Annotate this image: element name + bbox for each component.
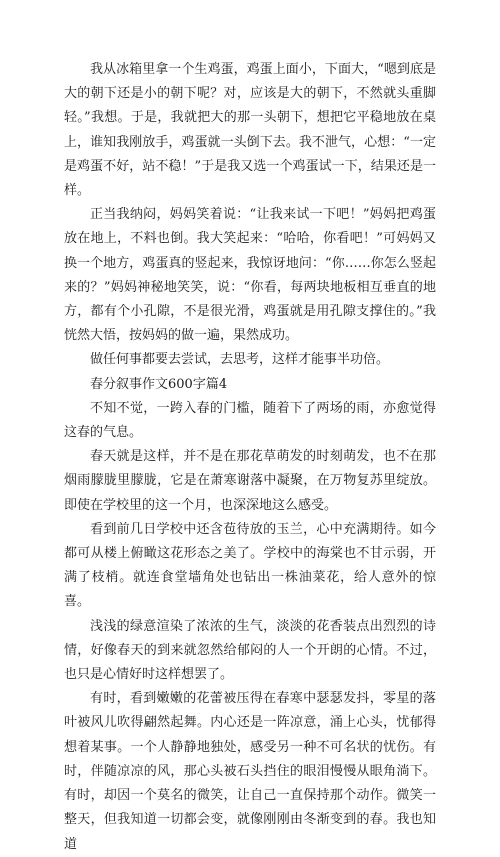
paragraph-egg-first-try: 我从冰箱里拿一个生鸡蛋，鸡蛋上面小，下面大，“嗯到底是大的朝下还是小的朝下呢？对，应该是大的朝下，不然就头重脚轻。”我想。于是，我就把大的那一头朝下，想把它平稳地放在桌上，谁知我刚放手，鸡蛋就一头倒下去。我不泄气，心想：“一定是鸡蛋不好，站不稳！”于是我又选一个鸡蛋试一下，结果还是一样。 — [64, 62, 436, 199]
paragraph-green-mood: 浅浅的绿意渲染了浓浓的生气，淡淡的花香装点出烈烈的诗情，好像春天的到来就忽然给郁闷的人一个开朗的心情。不过，也只是心情好时这样想罢了。 — [64, 618, 436, 683]
section-heading: 春分叙事作文600字篇4 — [90, 376, 228, 392]
paragraph-lesson: 做任何事都要去尝试，去思考，这样才能事半功倍。 — [90, 352, 390, 368]
paragraph-melancholy: 有时，看到嫩嫩的花蕾被压得在春寒中瑟瑟发抖，零星的落叶被风儿吹得翩然起舞。内心还是一阵凉意，涌上心头，忧郁得想着某事。一个人静静地独处，感受另一种不可名状的忧伤。有时，伴随凉凉的风，那心头被石头挡住的眼泪慢慢从眼角淌下。有时，却因一个莫名的微笑，让自己一直保持那个动作。微笑一整天，但我知道一切都会变，就像刚刚由冬渐变到的春。我也知道 — [64, 691, 436, 852]
paragraph-mom-demonstration: 正当我纳闷，妈妈笑着说：“让我来试一下吧！”妈妈把鸡蛋放在地上，不料也倒。我大笑起来：“哈哈，你看吧！”可妈妈又换一个地方，鸡蛋真的竖起来，我惊讶地问：“你……你怎么竖起来的？”妈妈神秘地笑笑，说：“你看，每两块地板相互垂直的地方，都有个小孔隙，不是很光滑，鸡蛋就是用孔隙支撑住的。”我恍然大悟，按妈妈的做一遍，果然成功。 — [64, 207, 436, 344]
paragraph-spring-arrival: 不知不觉，一跨入春的门槛，随着下了两场的雨，亦愈觉得这春的气息。 — [64, 400, 436, 441]
paragraph-spring-nature: 春天就是这样，并不是在那花草萌发的时刻萌发，也不在那烟雨朦胧里朦胧，它是在萧寒谢落中凝聚，在万物复苏里绽放。即使在学校里的这一个月，也深深地这么感受。 — [64, 449, 436, 513]
document-body — [64, 58, 436, 857]
paragraph-school-flowers: 看到前几日学校中还含苞待放的玉兰，心中充满期待。如今都可从楼上俯瞰这花形态之美了。学校中的海棠也不甘示弱，开满了枝梢。就连食堂墙角处也钻出一株油菜花，给人意外的惊喜。 — [64, 521, 436, 610]
